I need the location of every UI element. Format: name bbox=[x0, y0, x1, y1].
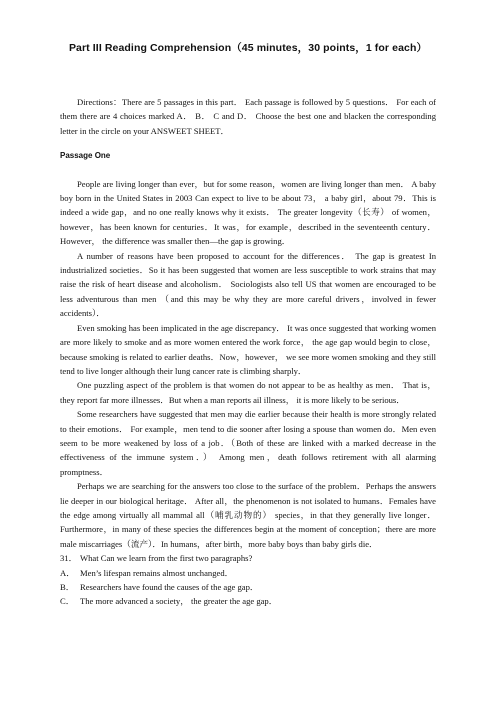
paragraph-1: People are living longer than ever，but for some reason，women are living longer than men． A baby boy born in the United States in 2003 Can expect to live to be about 73， a baby girl，about 79．This is indeed a wide gap，and no one really knows why it exists． The greater longevity（长寿） of women，however，has been known for centuries．It was，for example，described in the seventeenth century． However， the difference was smaller then—the gap is growing． bbox=[60, 178, 436, 247]
question-stem-row bbox=[60, 551, 436, 565]
option-text: Men’s lifespan remains almost unchanged． bbox=[80, 567, 234, 578]
paragraph-4: One puzzling aspect of the problem is that women do not appear to be as healthy as men． That is，they report far more illnesses．But when a man reports ail illness， it is more likely to be serious． bbox=[60, 380, 436, 405]
paragraph-3: Even smoking has been implicated in the age discrepancy． It was once suggested that working women are more likely to smoke and as more women entered the work force， the age gap would begin to close，because smoking is related to earlier deaths．Now，however， we see more women smoking and they still tend to live longer although their lung cancer rate is climbing sharply． bbox=[60, 322, 436, 376]
question-31 bbox=[60, 551, 436, 609]
directions-text: Directions：There are 5 passages in this part． Each passage is followed by 5 questions． For each of them there are 4 choices marked A． B． C and D． Choose the best one and blacken the corresponding letter in the circle on your ANSWEET SHEET． bbox=[60, 97, 436, 136]
option-text: The more advanced a society， the greater the age gap． bbox=[80, 596, 278, 607]
option-letter: B． bbox=[60, 582, 75, 592]
option-c bbox=[60, 594, 436, 608]
option-a bbox=[60, 566, 436, 580]
question-number: 31． bbox=[60, 553, 78, 564]
paragraph-6: Perhaps we are searching for the answers too close to the surface of the problem．Perhaps the answers lie deeper in our biological heritage． After all，the phenomenon is not isolated to humans．Females have the edge among virtually all mammal all（哺乳动物的） species，in that they generally live longer．Furthermore，in many of these species the differences begin at the moment of conception；there are more male miscarriages（流产）．In humans，after birth，more baby boys than baby girls die． bbox=[60, 481, 436, 549]
paragraph-5: Some researchers have suggested that men may die earlier because their health is more strongly related to their emotions． For example，men tend to die sooner after losing a spouse than women do．Men even seem to be more weakened by loss of a job．（Both of these are linked with a marked decrease in the effectiveness of the immune system．） Among men，death follows retirement with all alarming promptness． bbox=[60, 409, 436, 477]
option-text: Researchers have found the causes of the age gap． bbox=[80, 582, 259, 592]
question-stem: What Can we learn from the first two paragraphs? bbox=[80, 553, 253, 564]
option-letter: C． bbox=[60, 596, 75, 607]
paragraph-2: A number of reasons have been proposed to account for the differences． The gap is greatest In industrialized societies．So it has been suggested that women are less susceptible to work strains that may raise the risk of heart disease and alcoholism． Sociologists also tell US that women are encouraged to be less adventurous than men （and this may be why they are more careful drivers，involved in fewer accidents）． bbox=[60, 250, 436, 319]
section-title: Part III Reading Comprehension（45 minutes，30 points，1 for each） bbox=[68, 42, 428, 54]
reading-body bbox=[60, 95, 436, 609]
option-letter: A． bbox=[60, 567, 75, 578]
passage-label: Passage One bbox=[60, 151, 111, 161]
option-b bbox=[60, 580, 436, 594]
